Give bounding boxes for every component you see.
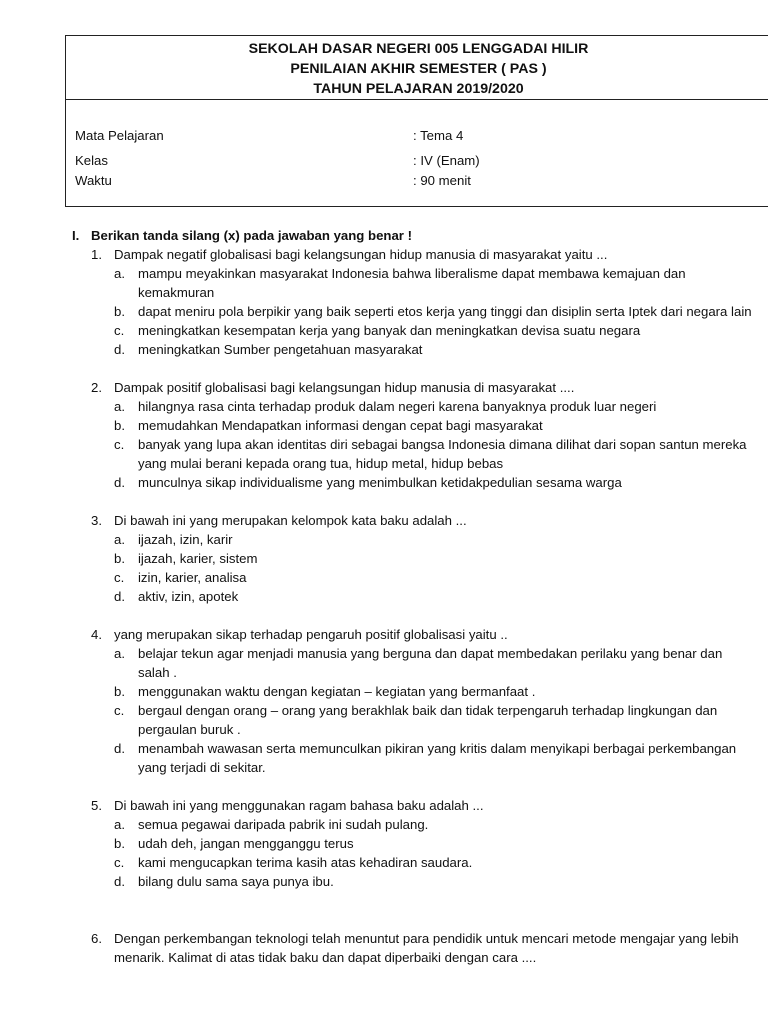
option-letter: d. xyxy=(114,874,125,889)
option-letter: c. xyxy=(114,855,125,870)
option-3d[interactable] xyxy=(72,587,752,606)
option-2c[interactable] xyxy=(72,435,752,473)
section-instruction: Berikan tanda silang (x) pada jawaban yang benar ! xyxy=(91,228,412,243)
option-text: ijazah, karier, sistem xyxy=(138,551,258,566)
question-3 xyxy=(72,511,752,530)
question-number: 4. xyxy=(91,627,102,642)
section-title xyxy=(72,226,752,245)
option-letter: a. xyxy=(114,399,125,414)
subject-label: Mata Pelajaran xyxy=(75,128,164,143)
option-3b[interactable] xyxy=(72,549,752,568)
option-letter: d. xyxy=(114,475,125,490)
subject-value: : Tema 4 xyxy=(413,128,464,143)
option-text: meningkatkan kesempatan kerja yang banyak dan meningkatkan devisa suatu negara xyxy=(138,323,641,338)
option-text: izin, karier, analisa xyxy=(138,570,247,585)
option-3c[interactable] xyxy=(72,568,752,587)
option-letter: b. xyxy=(114,836,125,851)
spacer xyxy=(72,359,752,378)
option-text: mampu meyakinkan masyarakat Indonesia bahwa liberalisme dapat membawa kemajuan dan kemakmuran xyxy=(138,266,686,300)
option-1b[interactable] xyxy=(72,302,752,321)
option-letter: a. xyxy=(114,646,125,661)
spacer xyxy=(72,777,752,796)
option-letter: d. xyxy=(114,741,125,756)
exam-name: PENILAIAN AKHIR SEMESTER ( PAS ) xyxy=(290,61,547,77)
option-4c[interactable] xyxy=(72,701,752,739)
option-5b[interactable] xyxy=(72,834,752,853)
option-2a[interactable] xyxy=(72,397,752,416)
option-letter: c. xyxy=(114,703,125,718)
option-text: semua pegawai daripada pabrik ini sudah pulang. xyxy=(138,817,429,832)
option-2d[interactable] xyxy=(72,473,752,492)
option-5a[interactable] xyxy=(72,815,752,834)
option-1d[interactable] xyxy=(72,340,752,359)
option-letter: c. xyxy=(114,437,125,452)
option-3a[interactable] xyxy=(72,530,752,549)
option-letter: b. xyxy=(114,304,125,319)
section-number: I. xyxy=(72,228,80,243)
option-letter: b. xyxy=(114,551,125,566)
option-2b[interactable] xyxy=(72,416,752,435)
option-text: meningkatkan Sumber pengetahuan masyarakat xyxy=(138,342,423,357)
time-value: : 90 menit xyxy=(413,173,471,188)
question-text: Di bawah ini yang menggunakan ragam bahasa baku adalah ... xyxy=(114,798,484,813)
option-letter: a. xyxy=(114,532,125,547)
spacer xyxy=(72,492,752,511)
option-letter: b. xyxy=(114,418,125,433)
question-4 xyxy=(72,625,752,644)
option-5d[interactable] xyxy=(72,872,752,891)
option-letter: c. xyxy=(114,323,125,338)
title-block xyxy=(66,36,768,100)
header-box xyxy=(65,35,768,207)
option-letter: c. xyxy=(114,570,125,585)
spacer xyxy=(72,891,752,929)
option-text: belajar tekun agar menjadi manusia yang berguna dan dapat membedakan perilaku yang benar dan salah . xyxy=(138,646,723,680)
school-name: SEKOLAH DASAR NEGERI 005 LENGGADAI HILIR xyxy=(248,41,589,57)
option-text: ijazah, izin, karir xyxy=(138,532,233,547)
option-5c[interactable] xyxy=(72,853,752,872)
question-text: yang merupakan sikap terhadap pengaruh positif globalisasi yaitu .. xyxy=(114,627,508,642)
question-text: Di bawah ini yang merupakan kelompok kata baku adalah ... xyxy=(114,513,467,528)
question-text: Dengan perkembangan teknologi telah menuntut para pendidik untuk mencari metode mengajar yang lebih menarik. Kalimat di atas tidak baku dan dapat diperbaiki dengan cara .... xyxy=(114,931,739,965)
option-letter: d. xyxy=(114,342,125,357)
question-number: 5. xyxy=(91,798,102,813)
option-text: memudahkan Mendapatkan informasi dengan cepat bagi masyarakat xyxy=(138,418,543,433)
class-value: : IV (Enam) xyxy=(413,153,480,168)
question-2 xyxy=(72,378,752,397)
option-text: banyak yang lupa akan identitas diri sebagai bangsa Indonesia dimana dilihat dari sopan santun mereka yang mulai berani kepada orang tua, hidup metal, hidup bebas xyxy=(138,437,747,471)
class-label: Kelas xyxy=(75,153,108,168)
question-6 xyxy=(72,929,752,967)
section-multiple-choice xyxy=(72,226,752,967)
question-5 xyxy=(72,796,752,815)
option-letter: a. xyxy=(114,266,125,281)
option-4b[interactable] xyxy=(72,682,752,701)
question-number: 1. xyxy=(91,247,102,262)
question-number: 6. xyxy=(91,931,102,946)
option-text: menambah wawasan serta memunculkan pikiran yang kritis dalam menyikapi berbagai perkembangan yang terjadi di sekitar. xyxy=(138,741,737,775)
academic-year: TAHUN PELAJARAN 2019/2020 xyxy=(313,81,524,97)
option-text: udah deh, jangan mengganggu terus xyxy=(138,836,354,851)
option-1a[interactable] xyxy=(72,264,752,302)
spacer xyxy=(72,606,752,625)
option-text: dapat meniru pola berpikir yang baik seperti etos kerja yang tinggi dan disiplin serta Iptek dari negara lain xyxy=(138,304,752,319)
option-letter: b. xyxy=(114,684,125,699)
option-text: menggunakan waktu dengan kegiatan – kegiatan yang bermanfaat . xyxy=(138,684,536,699)
option-letter: a. xyxy=(114,817,125,832)
question-text: Dampak negatif globalisasi bagi kelangsungan hidup manusia di masyarakat yaitu ... xyxy=(114,247,608,262)
option-text: aktiv, izin, apotek xyxy=(138,589,239,604)
option-letter: d. xyxy=(114,589,125,604)
question-number: 3. xyxy=(91,513,102,528)
option-text: bilang dulu sama saya punya ibu. xyxy=(138,874,334,889)
option-4d[interactable] xyxy=(72,739,752,777)
time-label: Waktu xyxy=(75,173,112,188)
option-text: hilangnya rasa cinta terhadap produk dalam negeri karena banyaknya produk luar negeri xyxy=(138,399,657,414)
question-number: 2. xyxy=(91,380,102,395)
option-text: bergaul dengan orang – orang yang berakhlak baik dan tidak terpengaruh terhadap lingkungan dan pergaulan buruk . xyxy=(138,703,718,737)
question-1 xyxy=(72,245,752,264)
option-text: kami mengucapkan terima kasih atas kehadiran saudara. xyxy=(138,855,473,870)
option-1c[interactable] xyxy=(72,321,752,340)
option-4a[interactable] xyxy=(72,644,752,682)
option-text: munculnya sikap individualisme yang menimbulkan ketidakpedulian sesama warga xyxy=(138,475,622,490)
question-text: Dampak positif globalisasi bagi kelangsungan hidup manusia di masyarakat .... xyxy=(114,380,575,395)
